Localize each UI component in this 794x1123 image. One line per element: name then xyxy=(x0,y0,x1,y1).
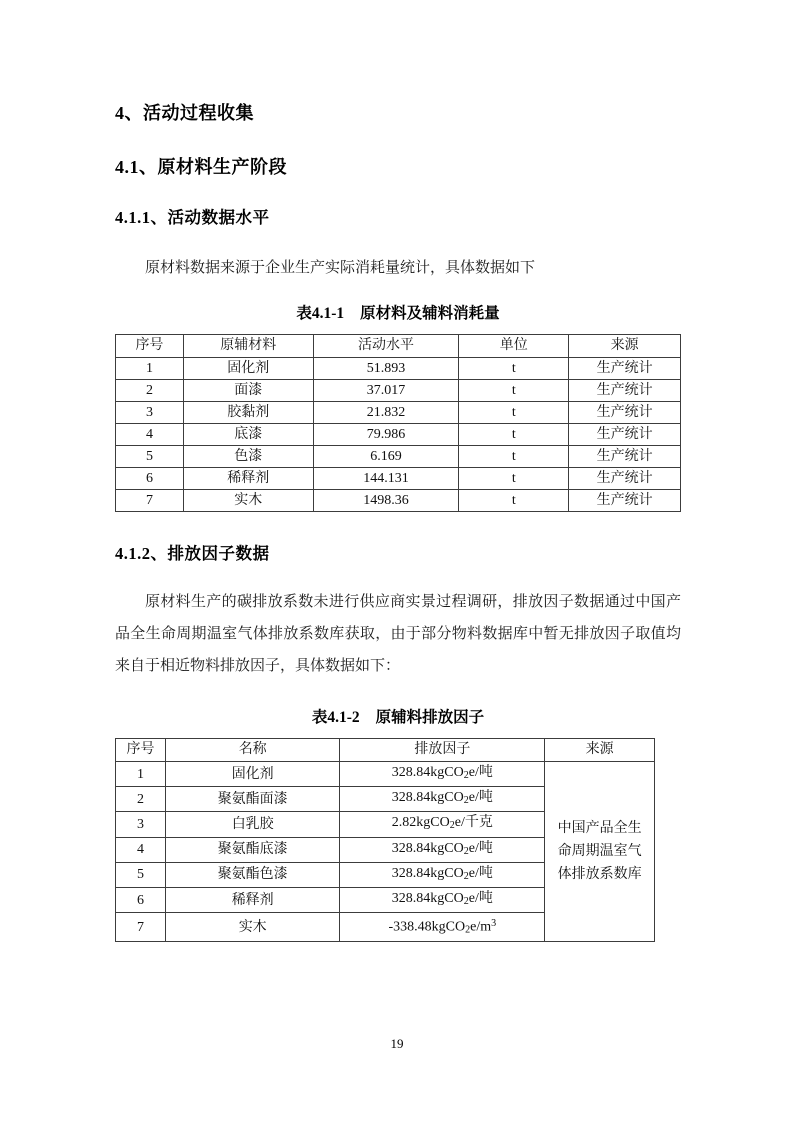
table-row xyxy=(116,402,681,424)
cell-unit: t xyxy=(459,490,569,512)
cell-name: 聚氨酯面漆 xyxy=(165,787,340,812)
column-header-emission-factor: 排放因子 xyxy=(340,739,545,762)
heading-section-4-1-2: 4.1.2、排放因子数据 xyxy=(115,544,270,563)
paragraph-intro-materials: 原材料数据来源于企业生产实际消耗量统计，具体数据如下 xyxy=(145,260,536,276)
table-row xyxy=(116,490,681,512)
column-header-unit: 单位 xyxy=(459,335,569,358)
cell-name: 聚氨酯色漆 xyxy=(165,862,340,887)
cell-material: 固化剂 xyxy=(183,358,313,380)
cell-emission-factor: $-338.48kgCO_2e/m^3$ xyxy=(340,913,545,942)
cell-material: 稀释剂 xyxy=(183,468,313,490)
cell-name: 聚氨酯底漆 xyxy=(165,837,340,862)
cell-source: 生产统计 xyxy=(569,490,681,512)
cell-index: 5 xyxy=(116,862,166,887)
cell-activity-level: 21.832 xyxy=(313,402,459,424)
cell-unit: t xyxy=(459,424,569,446)
paragraph-emission-factors: 原材料生产的碳排放系数未进行供应商实景过程调研，排放因子数据通过中国产品全生命周期温室气体排放系数库获取，由于部分物料数据库中暂无排放因子取值均来自于相近物料排放因子，具体数据如下： xyxy=(115,594,681,674)
table-factors-caption-number: 表4.1-2 xyxy=(311,709,360,726)
cell-name: 稀释剂 xyxy=(165,888,340,913)
table-emission-factors xyxy=(115,738,655,942)
table-row xyxy=(116,468,681,490)
table-row xyxy=(116,446,681,468)
cell-material: 色漆 xyxy=(183,446,313,468)
cell-index: 3 xyxy=(116,812,166,837)
cell-source: 生产统计 xyxy=(569,358,681,380)
heading-section-4: 4、活动过程收集 xyxy=(115,103,254,123)
column-header-index: 序号 xyxy=(116,739,166,762)
cell-source: 生产统计 xyxy=(569,402,681,424)
cell-unit: t xyxy=(459,468,569,490)
table-factors-header xyxy=(116,739,655,762)
column-header-activity-level: 活动水平 xyxy=(313,335,459,358)
table-factors-caption-title: 原辅料排放因子 xyxy=(375,709,485,726)
cell-activity-level: 51.893 xyxy=(313,358,459,380)
table-consumption-caption-number: 表4.1-1 xyxy=(296,305,345,322)
table-consumption-caption-title: 原材料及辅料消耗量 xyxy=(360,305,500,322)
cell-material: 面漆 xyxy=(183,380,313,402)
cell-unit: t xyxy=(459,446,569,468)
cell-index: 5 xyxy=(116,446,184,468)
heading-section-4-1-1: 4.1.1、活动数据水平 xyxy=(115,208,270,227)
cell-index: 2 xyxy=(116,787,166,812)
cell-index: 2 xyxy=(116,380,184,402)
table-raw-material-consumption xyxy=(115,334,681,512)
table-row xyxy=(116,762,655,787)
cell-source: 生产统计 xyxy=(569,446,681,468)
column-header-source: 来源 xyxy=(545,739,655,762)
table-factors-caption xyxy=(115,706,681,730)
cell-emission-factor: 328.84kgCO$_2$e/吨 xyxy=(340,762,545,787)
table-header-row xyxy=(116,335,681,358)
page-number: 19 xyxy=(390,1036,404,1051)
table-header-row xyxy=(116,739,655,762)
cell-unit: t xyxy=(459,358,569,380)
cell-index: 6 xyxy=(116,888,166,913)
cell-source: 生产统计 xyxy=(569,424,681,446)
cell-index: 4 xyxy=(116,837,166,862)
heading-section-4-1: 4.1、原材料生产阶段 xyxy=(115,157,287,177)
cell-material: 胶黏剂 xyxy=(183,402,313,424)
cell-unit: t xyxy=(459,380,569,402)
cell-activity-level: 144.131 xyxy=(313,468,459,490)
cell-index: 1 xyxy=(116,358,184,380)
cell-material: 实木 xyxy=(183,490,313,512)
cell-index: 7 xyxy=(116,913,166,942)
cell-index: 7 xyxy=(116,490,184,512)
table-consumption-header xyxy=(116,335,681,358)
cell-index: 4 xyxy=(116,424,184,446)
cell-index: 6 xyxy=(116,468,184,490)
cell-emission-factor: 328.84kgCO$_2$e/吨 xyxy=(340,888,545,913)
cell-index: 3 xyxy=(116,402,184,424)
cell-emission-factor: 328.84kgCO$_2$e/吨 xyxy=(340,787,545,812)
cell-activity-level: 1498.36 xyxy=(313,490,459,512)
cell-name: 固化剂 xyxy=(165,762,340,787)
table-consumption-caption xyxy=(115,302,681,326)
cell-emission-factor: 2.82kgCO$_2$e/千克 xyxy=(340,812,545,837)
cell-emission-factor: 328.84kgCO$_2$e/吨 xyxy=(340,837,545,862)
cell-source: 生产统计 xyxy=(569,380,681,402)
cell-source-merged: 中国产品全生命周期温室气体排放系数库 xyxy=(545,762,655,942)
table-factors-body xyxy=(116,762,655,942)
column-header-source: 来源 xyxy=(569,335,681,358)
column-header-name: 名称 xyxy=(165,739,340,762)
table-row xyxy=(116,380,681,402)
cell-name: 白乳胶 xyxy=(165,812,340,837)
cell-activity-level: 37.017 xyxy=(313,380,459,402)
cell-activity-level: 6.169 xyxy=(313,446,459,468)
cell-material: 底漆 xyxy=(183,424,313,446)
cell-activity-level: 79.986 xyxy=(313,424,459,446)
column-header-material: 原辅材料 xyxy=(183,335,313,358)
table-row xyxy=(116,424,681,446)
cell-source: 生产统计 xyxy=(569,468,681,490)
cell-unit: t xyxy=(459,402,569,424)
cell-emission-factor: 328.84kgCO$_2$e/吨 xyxy=(340,862,545,887)
table-row xyxy=(116,358,681,380)
table-consumption-body xyxy=(116,358,681,512)
column-header-index: 序号 xyxy=(116,335,184,358)
cell-name: 实木 xyxy=(165,913,340,942)
cell-index: 1 xyxy=(116,762,166,787)
page-content xyxy=(115,100,681,942)
